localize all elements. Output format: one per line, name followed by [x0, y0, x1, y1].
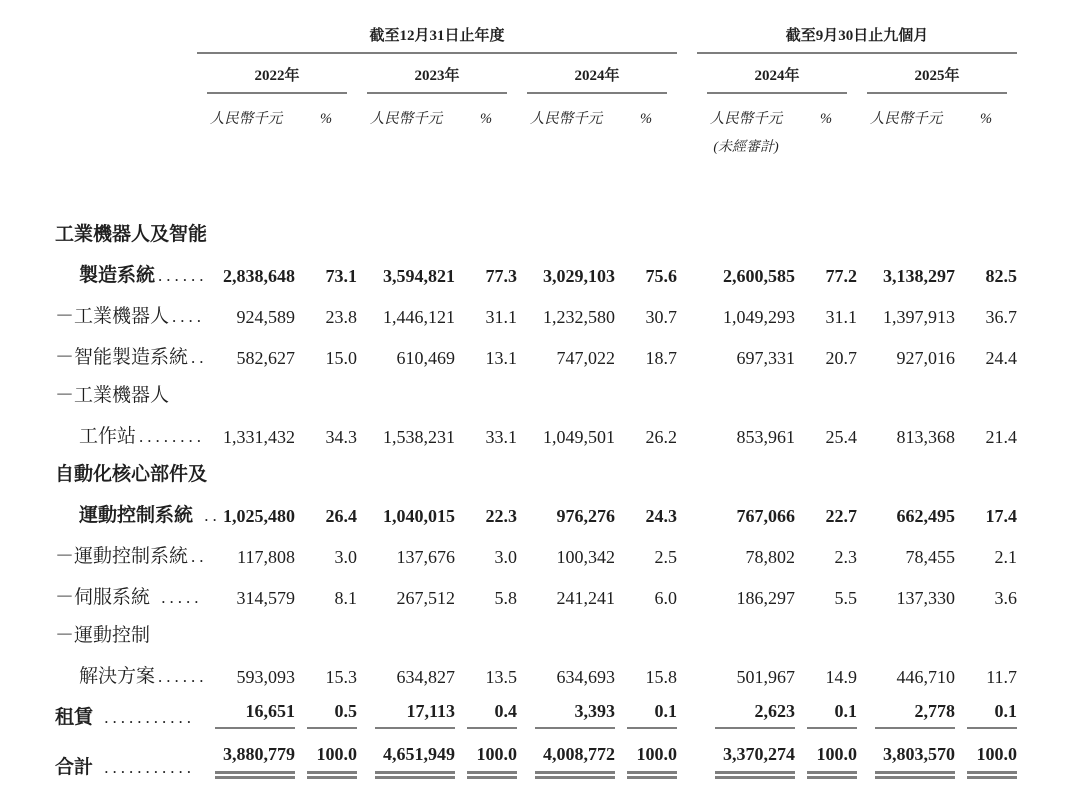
group-gap — [677, 54, 697, 94]
table-row — [55, 208, 1017, 246]
unit-label: 人民幣千元 — [869, 111, 943, 127]
value-cell: 3,138,297 — [883, 266, 956, 286]
value-cell: 582,627 — [236, 348, 295, 368]
table-row — [55, 287, 1017, 328]
dot-leader: ........... — [96, 708, 196, 727]
value-cell: 813,368 — [896, 427, 956, 447]
percent-cell: 22.7 — [825, 506, 858, 526]
percent-cell: 24.3 — [645, 506, 678, 526]
group-gap — [677, 14, 697, 54]
value-cell: 3,803,570 — [857, 729, 955, 779]
table-row — [55, 647, 1017, 688]
table-row — [55, 448, 1017, 486]
value-cell: 78,802 — [745, 547, 796, 567]
percent-cell: 34.3 — [325, 427, 357, 447]
percent-cell: 31.1 — [825, 307, 858, 327]
percent-cell: 0.4 — [455, 688, 517, 729]
year-2022-header: 2022年 — [197, 54, 357, 94]
value-cell: 78,455 — [905, 547, 956, 567]
period-ninemonth-title: 截至9月30日止九個月 — [697, 24, 1017, 54]
value-cell: 1,331,432 — [223, 427, 295, 447]
value-cell: 186,297 — [736, 588, 796, 608]
percent-cell: 31.1 — [485, 307, 517, 327]
revenue-breakdown-table — [55, 14, 1017, 779]
year-2024-header: 2024年 — [517, 54, 677, 94]
group-gap — [677, 287, 697, 328]
unit-label: 人民幣千元 — [209, 111, 283, 127]
period-ninemonth-header — [697, 14, 1017, 54]
percent-cell: 13.5 — [485, 667, 517, 687]
value-cell: 1,232,580 — [543, 307, 615, 327]
header-spacer — [55, 14, 197, 54]
percent-cell: 77.3 — [485, 266, 517, 286]
value-cell: 267,512 — [396, 588, 455, 608]
percent-cell: 3.6 — [994, 588, 1018, 608]
row-label: 解決方案 ...... — [79, 666, 208, 687]
dot-leader: ........ — [139, 427, 206, 446]
table-row — [55, 688, 1017, 729]
table-row — [55, 407, 1017, 448]
row-label: －運動控制 — [55, 625, 151, 646]
dot-leader: ........... — [96, 758, 196, 777]
value-cell: 314,579 — [236, 588, 295, 608]
table-row — [55, 568, 1017, 609]
value-cell: 4,651,949 — [357, 729, 455, 779]
group-gap — [677, 246, 697, 287]
value-cell: 747,022 — [556, 348, 615, 368]
value-cell: 610,469 — [396, 348, 455, 368]
table-body — [55, 208, 1017, 779]
empty-cells — [197, 369, 1017, 407]
percent-cell: 75.6 — [645, 266, 678, 286]
percent-cell: 100.0 — [455, 729, 517, 779]
group-gap — [677, 328, 697, 369]
group-gap — [677, 647, 697, 688]
value-cell: 927,016 — [896, 348, 956, 368]
table-row — [55, 369, 1017, 407]
unit-label: 人民幣千元 — [369, 111, 443, 127]
percent-cell: 3.0 — [494, 547, 517, 567]
group-gap — [677, 688, 697, 729]
value-cell: 1,397,913 — [883, 307, 956, 327]
group-gap — [677, 486, 697, 527]
group-gap — [677, 729, 697, 779]
period-header-row — [55, 14, 1017, 54]
dot-leader: ...... — [158, 266, 208, 285]
value-cell: 3,880,779 — [197, 729, 295, 779]
value-cell: 3,370,274 — [697, 729, 795, 779]
group-gap — [677, 568, 697, 609]
percent-cell: 26.2 — [645, 427, 678, 447]
percent-label: % — [979, 111, 993, 127]
percent-cell: 100.0 — [295, 729, 357, 779]
percent-cell: 82.5 — [985, 266, 1018, 286]
unaudited-note-row — [55, 132, 1017, 158]
percent-cell: 100.0 — [615, 729, 677, 779]
percent-cell: 100.0 — [795, 729, 857, 779]
value-cell: 501,967 — [736, 667, 796, 687]
value-cell: 634,827 — [396, 667, 455, 687]
percent-cell: 5.5 — [834, 588, 858, 608]
total-row — [55, 729, 1017, 779]
row-label: －智能製造系統 .. — [55, 347, 208, 368]
row-label: －工業機器人 — [55, 385, 170, 406]
value-cell: 137,330 — [896, 588, 956, 608]
percent-cell: 22.3 — [485, 506, 517, 526]
row-label: －運動控制系統 .. — [55, 546, 208, 567]
group-gap — [677, 407, 697, 448]
percent-cell: 0.5 — [295, 688, 357, 729]
percent-cell: 13.1 — [485, 348, 517, 368]
row-label: 工作站 ........ — [79, 426, 206, 447]
percent-cell: 15.0 — [325, 348, 357, 368]
percent-cell: 17.4 — [985, 506, 1018, 526]
value-cell: 100,342 — [556, 547, 615, 567]
percent-cell: 2.3 — [834, 547, 858, 567]
value-cell: 1,040,015 — [383, 506, 455, 526]
percent-cell: 2.1 — [994, 547, 1018, 567]
unaudited-note: (未經審計) — [713, 140, 779, 155]
percent-cell: 77.2 — [825, 266, 858, 286]
value-cell: 697,331 — [736, 348, 796, 368]
percent-cell: 20.7 — [825, 348, 858, 368]
percent-cell: 24.4 — [985, 348, 1018, 368]
percent-cell: 5.8 — [494, 588, 517, 608]
empty-cells — [197, 609, 1017, 647]
value-cell: 16,651 — [197, 688, 295, 729]
percent-cell: 26.4 — [325, 506, 357, 526]
value-cell: 1,049,293 — [723, 307, 796, 327]
value-cell: 2,778 — [857, 688, 955, 729]
percent-cell: 3.0 — [334, 547, 357, 567]
dot-leader: .. — [191, 547, 208, 566]
empty-cells — [197, 208, 1017, 246]
value-cell: 593,093 — [236, 667, 295, 687]
period-annual-title: 截至12月31日止年度 — [197, 24, 677, 54]
header-body-gap — [55, 158, 1017, 208]
row-label: －伺服系統 ..... — [55, 587, 203, 608]
value-cell: 137,676 — [396, 547, 455, 567]
value-cell: 924,589 — [236, 307, 295, 327]
value-cell: 853,961 — [736, 427, 796, 447]
percent-label: % — [639, 111, 653, 127]
dot-leader: .. — [196, 506, 221, 525]
value-cell: 2,623 — [697, 688, 795, 729]
value-cell: 3,029,103 — [543, 266, 615, 286]
empty-cells — [197, 448, 1017, 486]
value-cell: 2,838,648 — [223, 266, 295, 286]
year-2024-ninemonth-header: 2024年 — [697, 54, 857, 94]
value-cell: 634,693 — [556, 667, 615, 687]
percent-cell: 18.7 — [645, 348, 678, 368]
group-gap — [677, 527, 697, 568]
year-2025-ninemonth-header: 2025年 — [857, 54, 1017, 94]
percent-cell: 0.1 — [955, 688, 1017, 729]
value-cell: 117,808 — [237, 547, 295, 567]
year-header-row — [55, 54, 1017, 94]
row-label: 合計 ........... — [55, 757, 196, 778]
value-cell: 662,495 — [896, 506, 956, 526]
percent-cell: 15.8 — [645, 667, 678, 687]
value-cell: 767,066 — [736, 506, 796, 526]
dot-leader: ...... — [158, 667, 208, 686]
row-label: 運動控制系統 .. — [79, 505, 221, 526]
percent-cell: 33.1 — [485, 427, 517, 447]
percent-cell: 36.7 — [985, 307, 1018, 327]
percent-cell: 25.4 — [825, 427, 858, 447]
row-label: 工業機器人及智能 — [55, 224, 208, 245]
value-cell: 4,008,772 — [517, 729, 615, 779]
value-cell: 446,710 — [896, 667, 956, 687]
dot-leader: .... — [172, 307, 206, 326]
percent-label: % — [479, 111, 493, 127]
dot-leader: .. — [191, 348, 208, 367]
percent-cell: 14.9 — [825, 667, 858, 687]
percent-cell: 6.0 — [654, 588, 678, 608]
percent-cell: 2.5 — [654, 547, 678, 567]
value-cell: 976,276 — [556, 506, 615, 526]
percent-cell: 100.0 — [955, 729, 1017, 779]
percent-cell: 15.3 — [325, 667, 357, 687]
unit-label: 人民幣千元 — [529, 111, 603, 127]
value-cell: 1,025,480 — [223, 506, 295, 526]
table-row — [55, 609, 1017, 647]
unit-header-row — [55, 94, 1017, 132]
percent-cell: 0.1 — [615, 688, 677, 729]
percent-label: % — [319, 111, 333, 127]
value-cell: 1,446,121 — [383, 307, 455, 327]
value-cell: 2,600,585 — [723, 266, 796, 286]
value-cell: 17,113 — [357, 688, 455, 729]
table-row — [55, 246, 1017, 287]
row-label: 自動化核心部件及 — [55, 464, 208, 485]
dot-leader: ..... — [153, 588, 203, 607]
row-label: 租賃 ........... — [55, 707, 196, 728]
table-row — [55, 328, 1017, 369]
year-2023-header: 2023年 — [357, 54, 517, 94]
value-cell: 3,594,821 — [383, 266, 455, 286]
value-cell: 1,049,501 — [543, 427, 615, 447]
table-row — [55, 527, 1017, 568]
group-gap — [677, 94, 697, 132]
row-label: －工業機器人 .... — [55, 306, 206, 327]
period-annual-header — [197, 14, 677, 54]
value-cell: 241,241 — [556, 588, 615, 608]
percent-label: % — [819, 111, 833, 127]
percent-cell: 8.1 — [334, 588, 357, 608]
percent-cell: 0.1 — [795, 688, 857, 729]
percent-cell: 23.8 — [325, 307, 357, 327]
percent-cell: 21.4 — [985, 427, 1018, 447]
unit-label: 人民幣千元 — [709, 111, 783, 127]
row-label: 製造系統 ...... — [79, 265, 208, 286]
percent-cell: 30.7 — [645, 307, 678, 327]
value-cell: 1,538,231 — [383, 427, 455, 447]
value-cell: 3,393 — [517, 688, 615, 729]
percent-cell: 11.7 — [986, 667, 1018, 687]
table-row — [55, 486, 1017, 527]
percent-cell: 73.1 — [325, 266, 357, 286]
